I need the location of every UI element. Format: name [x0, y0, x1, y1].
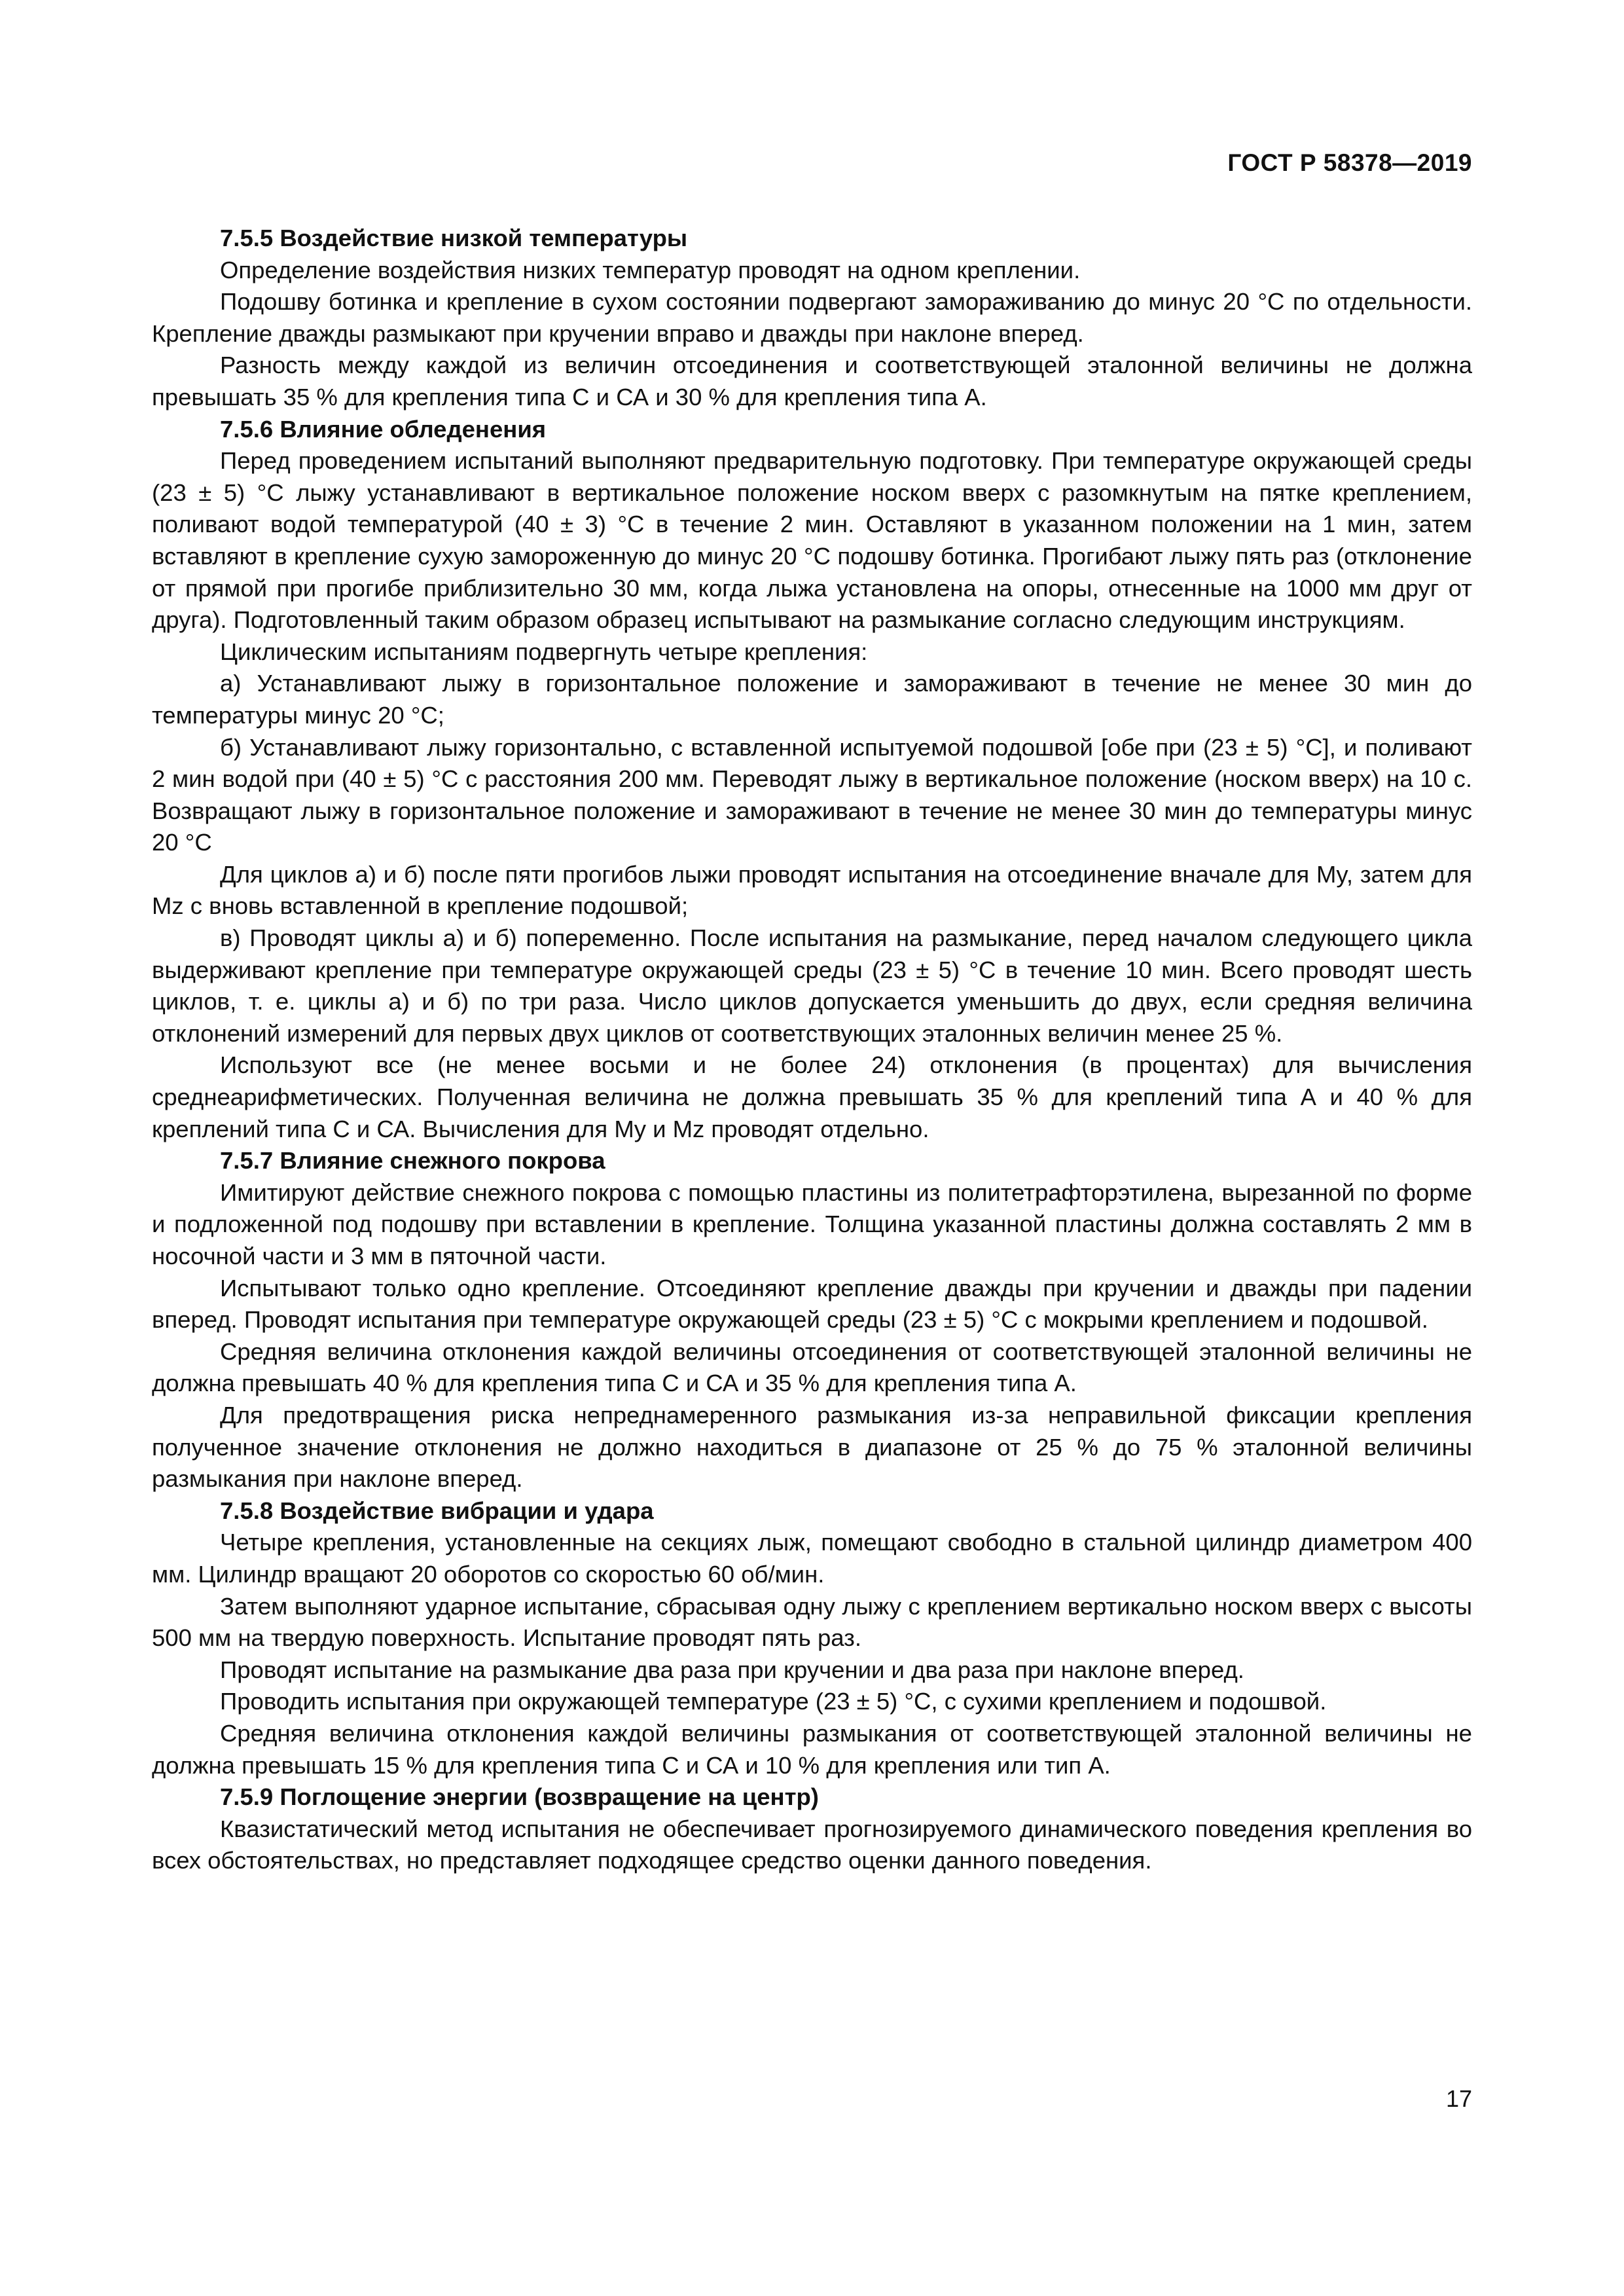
list-item-b: б) Устанавливают лыжу горизонтально, с вставленной испытуемой подошвой [обе при (23 ± 5) °С], и поливают 2 мин водой при (40 ± 5) °С с расстояния 200 мм. Переводят лыжу в вертикальное положение (носком вверх) на 10 с. Возвращают лыжу в горизонтальное положение и замораживают в течение не менее 30 мин до температуры минус 20 °С: [152, 733, 1472, 856]
page-body: [152, 223, 1472, 1877]
paragraph: Средняя величина отклонения каждой величины отсоединения от соответствующей эталонной величины не должна превышать 40 % для крепления типа С и СА и 35 % для крепления типа А.: [152, 1338, 1472, 1397]
document-id: ГОСТ Р 58378—2019: [1227, 149, 1472, 176]
paragraph: Для предотвращения риска непреднамеренного размыкания из-за неправильной фиксации крепления полученное значение отклонения не должно находиться в диапазоне от 25 % до 75 % эталонной величины размыкания при наклоне вперед.: [152, 1401, 1472, 1493]
paragraph: Подошву ботинка и крепление в сухом состоянии подвергают замораживанию до минус 20 °С по отдельности. Крепление дважды размыкают при кручении вправо и дважды при наклоне вперед.: [152, 288, 1472, 347]
paragraph: Средняя величина отклонения каждой величины размыкания от соответствующей эталонной величины не должна превышать 15 % для крепления типа С и СА и 10 % для крепления или тип А.: [152, 1719, 1472, 1779]
section-heading: 7.5.6 Влияние обледенения: [220, 415, 547, 443]
paragraph: Определение воздействия низких температур проводят на одном креплении.: [220, 256, 1081, 283]
paragraph: Для циклов а) и б) после пяти прогибов лыжи проводят испытания на отсоединение вначале для My, затем для Mz с вновь вставленной в крепление подошвой;: [152, 860, 1472, 920]
paragraph: Имитируют действие снежного покрова с помощью пластины из политетрафторэтилена, вырезанной по форме и подложенной под подошву при вставлении в крепление. Толщина указанной пластины должна составлять 2 мм в носочной части и 3 мм в пяточной части.: [152, 1178, 1472, 1269]
section-heading: 7.5.9 Поглощение энергии (возвращение на центр): [220, 1783, 819, 1811]
list-item-a: а) Устанавливают лыжу в горизонтальное положение и замораживают в течение не менее 30 мин до температуры минус 20 °С;: [152, 670, 1472, 729]
section-heading: 7.5.8 Воздействие вибрации и удара: [220, 1497, 654, 1524]
paragraph: Проводить испытания при окружающей температуре (23 ± 5) °С, с сухими креплением и подошвой.: [220, 1688, 1327, 1715]
paragraph: Затем выполняют ударное испытание, сбрасывая одну лыжу с креплением вертикально носком вверх с высоты 500 мм на твердую поверхность. Испытание проводят пять раз.: [152, 1592, 1472, 1652]
paragraph: Разность между каждой из величин отсоединения и соответствующей эталонной величины не должна превышать 35 % для крепления типа С и СА и 30 % для крепления типа А.: [152, 352, 1472, 410]
page-number: 17: [1445, 2085, 1472, 2112]
paragraph: Квазистатический метод испытания не обеспечивает прогнозируемого динамического поведения крепления во всех обстоятельствах, но представляет подходящее средство оценки данного поведения.: [152, 1815, 1472, 1874]
section-heading: 7.5.5 Воздействие низкой температуры: [220, 225, 688, 251]
paragraph: Циклическим испытаниям подвергнуть четыре крепления:: [220, 638, 868, 665]
paragraph: Используют все (не менее восьми и не более 24) отклонения (в процентах) для вычисления среднеарифметических. Полученная величина не должна превышать 35 % для креплений типа А и 40 % для креплений типа С и СА. Вычисления для My и Mz проводят отдельно.: [152, 1051, 1472, 1142]
paragraph: Четыре крепления, установленные на секциях лыж, помещают свободно в стальной цилиндр диаметром 400 мм. Цилиндр вращают 20 оборотов со скоростью 60 об/мин.: [152, 1529, 1472, 1588]
paragraph: Проводят испытание на размыкание два раза при кручении и два раза при наклоне вперед.: [220, 1656, 1244, 1683]
section-heading: 7.5.7 Влияние снежного покрова: [220, 1147, 605, 1175]
paragraph: Испытывают только одно крепление. Отсоединяют крепление дважды при кручении и дважды при падении вперед. Проводят испытания при температуре окружающей среды (23 ± 5) °С с мокрыми креплением и подошвой.: [152, 1274, 1472, 1334]
list-item-v: в) Проводят циклы а) и б) попеременно. После испытания на размыкание, перед началом следующего цикла выдерживают крепление при температуре окружающей среды (23 ± 5) °С в течение 10 мин. Всего проводят шесть циклов, т. е. циклы а) и б) по три раза. Число циклов допускается уменьшить до двух, если средняя величина отклонений измерений для первых двух циклов от соответствующих эталонных величин менее 25 %.: [152, 924, 1472, 1047]
paragraph: Перед проведением испытаний выполняют предварительную подготовку. При температуре окружающей среды (23 ± 5) °С лыжу устанавливают в вертикальное положение носком вверх с разомкнутым на пятке креплением, поливают водой температурой (40 ± 3) °С в течение 2 мин. Оставляют в указанном положении на 1 мин, затем вставляют в крепление сухую замороженную до минус 20 °С подошву ботинка. Прогибают лыжу пять раз (отклонение от прямой при прогибе приблизительно 30 мм, когда лыжа установлена на опоры, отнесенные на 1000 мм друг от друга). Подготовленный таким образом образец испытывают на размыкание согласно следующим инструкциям.: [152, 447, 1472, 634]
